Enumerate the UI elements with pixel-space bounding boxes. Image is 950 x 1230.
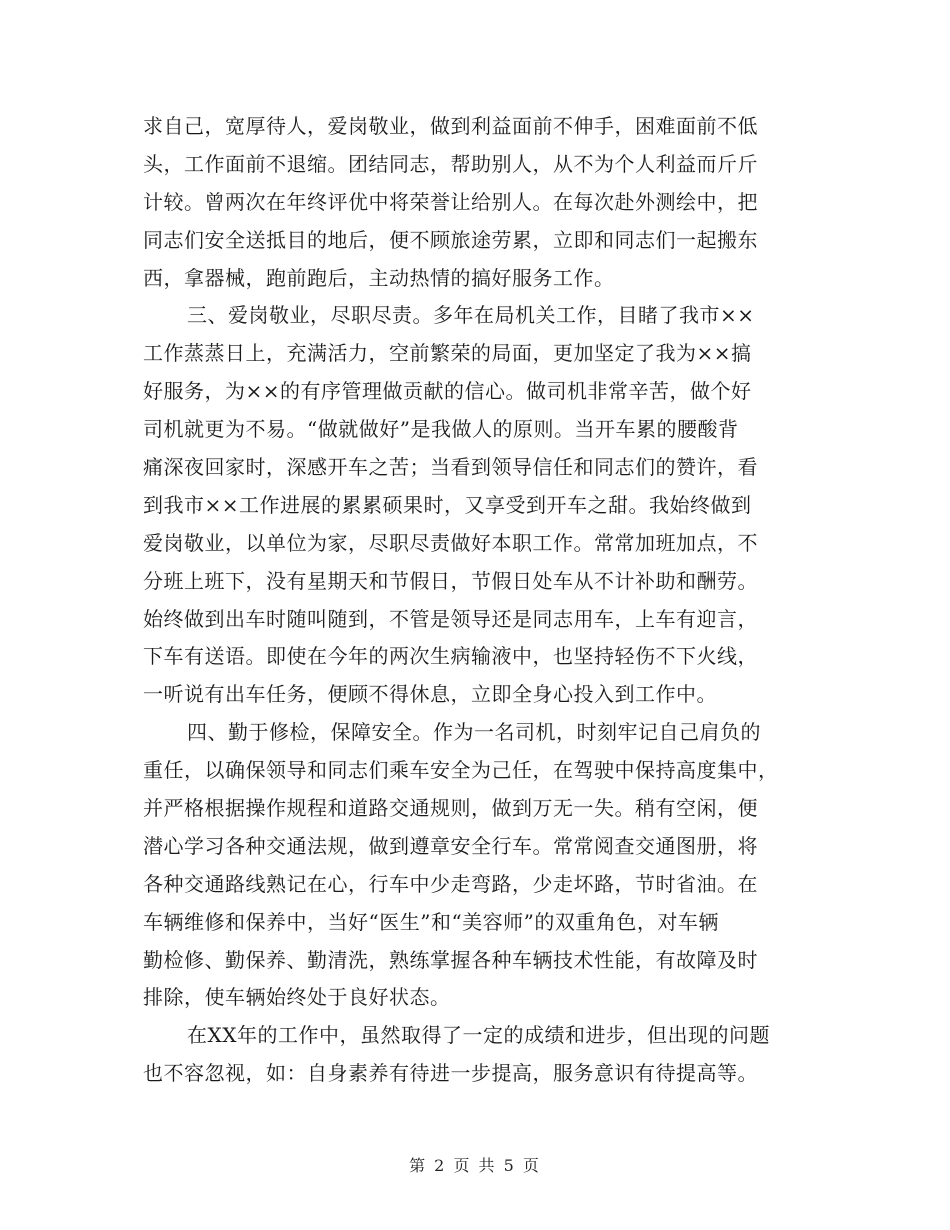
paragraph	[143, 714, 807, 1017]
text-line: 同志们安全送抵目的地后，便不顾旅途劳累，立即和同志们一起搬东	[143, 227, 758, 252]
paragraph	[143, 297, 807, 714]
text-line: 爱岗敬业，以单位为家，尽职尽责做好本职工作。常常加班加点，不	[143, 530, 758, 555]
text-line: 车辆维修和保养中，当好“医生”和“美容师”的双重角色，对车辆	[143, 909, 719, 934]
text-line: 头，工作面前不退缩。团结同志，帮助别人，从不为个人利益而斤斤	[143, 151, 758, 176]
text-line: 三、爱岗敬业，尽职尽责。多年在局机关工作，目睹了我市××	[187, 303, 755, 328]
text-line: 潜心学习各种交通法规，做到遵章安全行车。常常阅查交通图册，将	[143, 833, 758, 858]
text-line: 痛深夜回家时，深感开车之苦；当看到领导信任和同志们的赞许，看	[143, 455, 758, 480]
text-line: 到我市××工作进展的累累硕果时，又享受到开车之甜。我始终做到	[143, 492, 752, 517]
text-line: 勤检修、勤保养、勤清洗，熟练掌握各种车辆技术性能，有故障及时	[143, 947, 758, 972]
text-line: 重任，以确保领导和同志们乘车安全为己任，在驾驶中保持高度集中，	[143, 758, 779, 783]
text-line: 工作蒸蒸日上，充满活力，空前繁荣的局面，更加坚定了我为××搞	[143, 341, 752, 366]
page-number-footer: 第 2 页 共 5 页	[409, 1156, 541, 1175]
text-line: 好服务，为××的有序管理做贡献的信心。做司机非常辛苦，做个好	[143, 379, 752, 404]
text-line: 四、勤于修检，保障安全。作为一名司机，时刻牢记自己肩负的	[187, 720, 761, 745]
text-line: 分班上班下，没有星期天和节假日，节假日处车从不计补助和酬劳。	[143, 568, 758, 593]
text-line: 西，拿器械，跑前跑后，主动热情的搞好服务工作。	[143, 265, 615, 290]
text-line: 在XX年的工作中，虽然取得了一定的成绩和进步，但出现的问题	[187, 1023, 770, 1048]
text-line: 各种交通路线熟记在心，行车中少走弯路，少走坏路，节时省油。在	[143, 871, 758, 896]
text-line: 排除，使车辆始终处于良好状态。	[143, 985, 451, 1010]
paragraph	[143, 1017, 807, 1093]
text-line: 并严格根据操作规程和道路交通规则，做到万无一失。稍有空闲，便	[143, 796, 758, 821]
text-line: 一听说有出车任务，便顾不得休息，立即全身心投入到工作中。	[143, 682, 717, 707]
text-line: 始终做到出车时随叫随到，不管是领导还是同志用车，上车有迎言，	[143, 606, 758, 631]
text-line: 计较。曾两次在年终评优中将荣誉让给别人。在每次赴外测绘中，把	[143, 189, 758, 214]
paragraph	[143, 108, 807, 297]
text-line: 下车有送语。即使在今年的两次生病输液中，也坚持轻伤不下火线，	[143, 644, 758, 669]
text-line: 求自己，宽厚待人，爱岗敬业，做到利益面前不伸手，困难面前不低	[143, 114, 758, 138]
text-line: 也不容忽视，如：自身素养有待进一步提高，服务意识有待提高等。	[143, 1061, 758, 1086]
document-body	[143, 108, 807, 1093]
text-line: 司机就更为不易。“做就做好”是我做人的原则。当开车累的腰酸背	[143, 417, 739, 442]
